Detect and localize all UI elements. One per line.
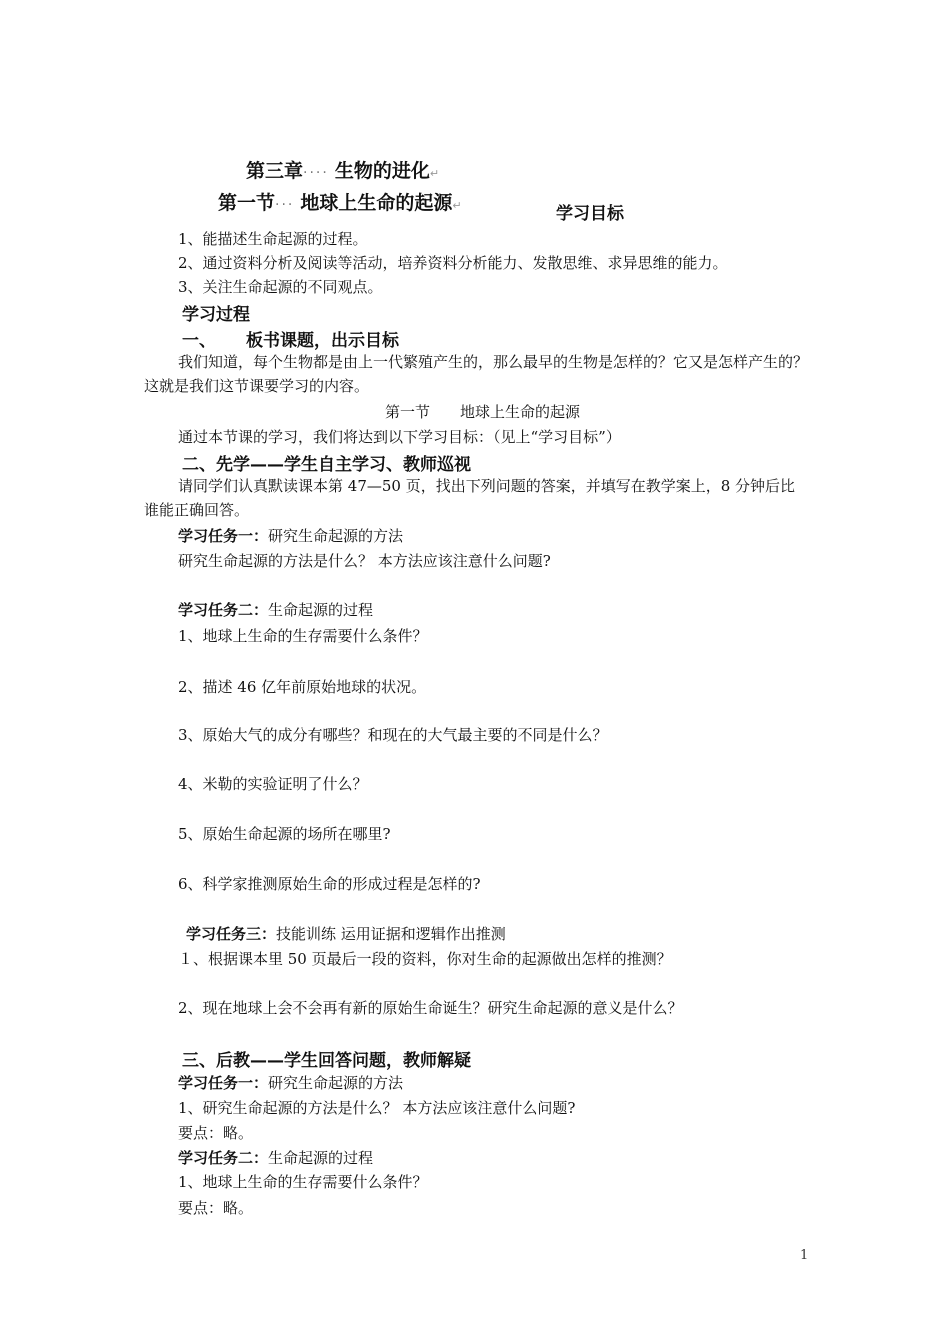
task2-question: 6、科学家推测原始生命的形成过程是怎样的? — [178, 875, 481, 893]
answer-task1-label: 学习任务一： — [178, 1074, 269, 1092]
paragraph-mark-icon: ↵ — [452, 199, 462, 212]
process-heading: 学习过程 — [182, 305, 250, 325]
answer-task2-text: 生命起源的过程 — [268, 1149, 374, 1167]
chapter-title — [246, 156, 439, 183]
answer-key: 要点：略。 — [178, 1124, 254, 1142]
answer-task2-question: 1、地球上生命的生存需要什么条件？ — [178, 1173, 428, 1191]
objectives-heading: 学习目标 — [556, 204, 624, 224]
objective-item: 1、能描述生命起源的过程。 — [178, 230, 368, 248]
answer-task2-heading — [178, 1147, 373, 1168]
answer-task1-question: 1、研究生命起源的方法是什么？ 本方法应该注意什么问题? — [178, 1099, 576, 1117]
section-label: 第一节 — [218, 192, 276, 214]
chapter-name: 生物的进化 — [334, 160, 430, 182]
step1-number: 一、 — [182, 331, 216, 351]
task3-heading — [186, 923, 506, 944]
task1-question: 研究生命起源的方法是什么？ 本方法应该注意什么问题? — [178, 552, 551, 570]
answer-key: 要点：略。 — [178, 1199, 254, 1217]
center-heading — [385, 401, 580, 422]
objective-item: 3、关注生命起源的不同观点。 — [178, 278, 383, 296]
task1-heading — [178, 525, 403, 546]
step3-heading: 三、后教——学生回答问题，教师解疑 — [182, 1051, 471, 1071]
task3-label: 学习任务三： — [186, 925, 277, 943]
read-instruction: 请同学们认真默读课本第 47—50 页，找出下列问题的答案，并填写在教学案上，8 分钟后比谁能正确回答。 — [144, 477, 796, 519]
step1-title: 板书课题，出示目标 — [246, 331, 399, 351]
task2-text: 生命起源的过程 — [268, 601, 374, 619]
step2-heading: 二、先学——学生自主学习、教师巡视 — [182, 455, 471, 475]
task2-heading — [178, 599, 373, 620]
answer-task1-text: 研究生命起源的方法 — [268, 1074, 404, 1092]
task3-question: 2、现在地球上会不会再有新的原始生命诞生？研究生命起源的意义是什么？ — [178, 999, 683, 1017]
task2-question: 2、描述 46 亿年前原始地球的状况。 — [178, 678, 427, 696]
paragraph-mark-icon: ↵ — [429, 167, 440, 180]
goal-line: 通过本节课的学习，我们将达到以下学习目标：（见上“学习目标”） — [178, 428, 621, 446]
answer-task1-heading — [178, 1072, 403, 1093]
task1-label: 学习任务一： — [178, 527, 269, 545]
center-section-title: 地球上生命的起源 — [460, 403, 581, 421]
task2-question: 3、原始大气的成分有哪些？和现在的大气最主要的不同是什么？ — [178, 726, 608, 744]
task1-text: 研究生命起源的方法 — [268, 527, 404, 545]
task3-question: １、根据课本里 50 页最后一段的资料，你对生命的起源做出怎样的推测？ — [178, 950, 672, 968]
section-name: 地球上生命的起源 — [300, 192, 453, 214]
page-number: 1 — [800, 1248, 809, 1263]
dot-leader: ··· — [275, 197, 295, 213]
objective-item: 2、通过资料分析及阅读等活动，培养资料分析能力、发散思维、求异思维的能力。 — [178, 254, 728, 272]
section-title — [218, 188, 462, 215]
task2-question: 5、原始生命起源的场所在哪里? — [178, 825, 391, 843]
answer-task2-label: 学习任务二： — [178, 1149, 269, 1167]
dot-leader: ···· — [303, 165, 329, 181]
task2-question: 4、米勒的实验证明了什么？ — [178, 775, 368, 793]
task2-question: 1、地球上生命的生存需要什么条件？ — [178, 627, 428, 645]
task3-text: 技能训练 运用证据和逻辑作出推测 — [276, 925, 506, 943]
center-section-label: 第一节 — [385, 403, 431, 421]
step1-heading — [182, 326, 399, 351]
task2-label: 学习任务二： — [178, 601, 269, 619]
chapter-label: 第三章 — [246, 160, 304, 182]
intro-paragraph: 我们知道，每个生物都是由上一代繁殖产生的，那么最早的生物是怎样的？它又是怎样产生的？这就是我们这节课要学习的内容。 — [144, 353, 809, 395]
